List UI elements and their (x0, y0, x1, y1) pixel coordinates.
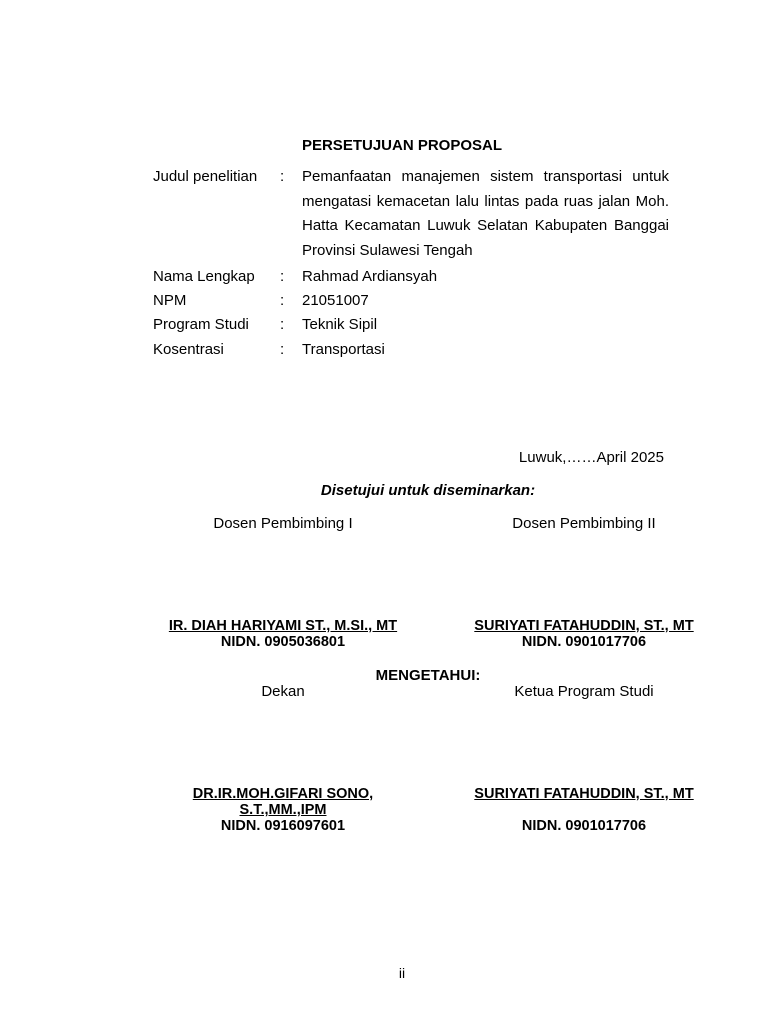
official-2-signature-block (444, 786, 724, 834)
acknowledgement-heading: MENGETAHUI: (375, 667, 481, 684)
supervisor-2-role: Dosen Pembimbing II (512, 515, 656, 532)
date-line: Luwuk,……April 2025 (518, 449, 664, 466)
field-value: Transportasi (302, 341, 385, 358)
approval-statement: Disetujui untuk diseminarkan: (320, 482, 536, 499)
field-colon: : (280, 341, 285, 358)
official-1-signature-block (168, 786, 398, 834)
official-2-nidn: NIDN. 0901017706 (521, 818, 647, 834)
field-row-judul (153, 165, 669, 265)
field-value: Teknik Sipil (302, 316, 378, 333)
field-value: 21051007 (302, 292, 369, 309)
supervisor-2-name: SURIYATI FATAHUDDIN, ST., MT (474, 618, 694, 634)
field-label: NPM (153, 292, 187, 309)
field-row-nama (153, 265, 669, 290)
supervisor-1-nidn: NIDN. 0905036801 (220, 634, 346, 650)
field-row-kosentrasi (153, 338, 669, 363)
supervisor-1-name: IR. DIAH HARIYAMI ST., M.SI., MT (168, 618, 398, 634)
field-colon: : (280, 168, 285, 185)
field-row-npm (153, 289, 669, 314)
page-number: ii (398, 965, 406, 981)
document-title: PERSETUJUAN PROPOSAL (301, 137, 503, 154)
supervisor-2-signature-block (444, 618, 724, 650)
field-label: Nama Lengkap (153, 268, 255, 285)
supervisor-1-signature-block (143, 618, 423, 650)
official-2-role: Ketua Program Studi (514, 683, 654, 700)
field-value: Rahmad Ardiansyah (302, 268, 438, 285)
official-1-name: DR.IR.MOH.GIFARI SONO, S.T.,MM.,IPM (192, 786, 374, 818)
field-colon: : (280, 268, 285, 285)
supervisor-2-nidn: NIDN. 0901017706 (521, 634, 647, 650)
field-label: Judul penelitian (153, 168, 258, 185)
field-colon: : (280, 316, 285, 333)
official-2-name: SURIYATI FATAHUDDIN, ST., MT (474, 786, 694, 802)
field-label: Program Studi (153, 316, 249, 333)
field-value: Pemanfaatan manajemen sistem transportasi untuk mengatasi kemacetan lalu lintas pada ruas jalan Moh. Hatta Kecamatan Luwuk Selatan Kabupaten Banggai Provinsi Sulawesi Tengah (302, 168, 669, 259)
field-row-program-studi (153, 313, 669, 338)
field-label: Kosentrasi (153, 341, 224, 358)
official-1-role: Dekan (261, 683, 305, 700)
field-colon: : (280, 292, 285, 309)
supervisor-1-role: Dosen Pembimbing I (213, 515, 353, 532)
official-1-nidn: NIDN. 0916097601 (220, 818, 346, 834)
